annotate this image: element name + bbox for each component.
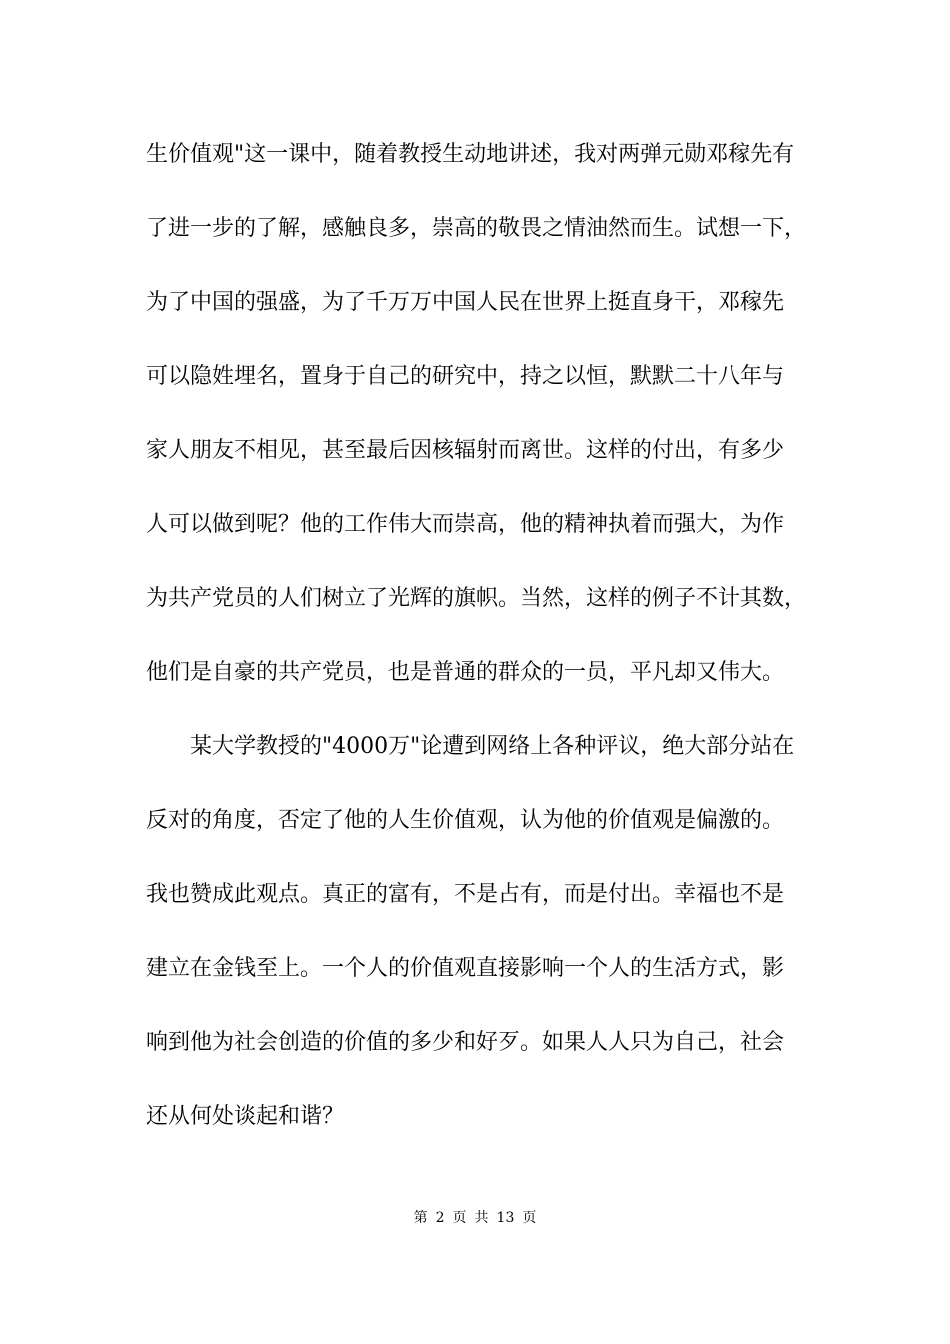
text-line: 建立在金钱至上。一个人的价值观直接影响一个人的生活方式，影 (146, 956, 785, 981)
text-line: 为共产党员的人们树立了光辉的旗帜。当然，这样的例子不计其数， (146, 586, 807, 611)
footer-total-pages: 13 (496, 1210, 515, 1226)
page-footer (0, 1208, 950, 1228)
text-line: 人可以做到呢？他的工作伟大而崇高，他的精神执着而强大，为作 (146, 512, 785, 537)
text-line: 他们是自豪的共产党员，也是普通的群众的一员，平凡却又伟大。 (146, 660, 785, 685)
footer-total-word: 共 (474, 1210, 489, 1226)
text-line: 家人朋友不相见，甚至最后因核辐射而离世。这样的付出，有多少 (146, 438, 785, 463)
paragraph-first-line: 某大学教授的"4000万"论遭到网络上各种评议，绝大部分站在 (190, 734, 795, 759)
text-line: 还从何处谈起和谐？ (146, 1104, 345, 1129)
text-line: 为了中国的强盛，为了千万万中国人民在世界上挺直身干，邓稼先 (146, 290, 785, 315)
footer-page-word: 页 (452, 1210, 467, 1226)
text-line: 我也赞成此观点。真正的富有，不是占有，而是付出。幸福也不是 (146, 882, 785, 907)
footer-suffix: 页 (522, 1210, 537, 1226)
text-line: 可以隐姓埋名，置身于自己的研究中，持之以恒，默默二十八年与 (146, 364, 785, 389)
text-line: 了进一步的了解，感触良多，崇高的敬畏之情油然而生。试想一下， (146, 216, 807, 241)
text-line: 反对的角度，否定了他的人生价值观，认为他的价值观是偏激的。 (146, 808, 785, 833)
footer-prefix: 第 (413, 1210, 428, 1226)
text-line: 响到他为社会创造的价值的多少和好歹。如果人人只为自己，社会 (146, 1030, 785, 1055)
text-line: 生价值观"这一课中，随着教授生动地讲述，我对两弹元勋邓稼先有 (146, 142, 795, 167)
footer-page-number: 2 (435, 1210, 445, 1226)
